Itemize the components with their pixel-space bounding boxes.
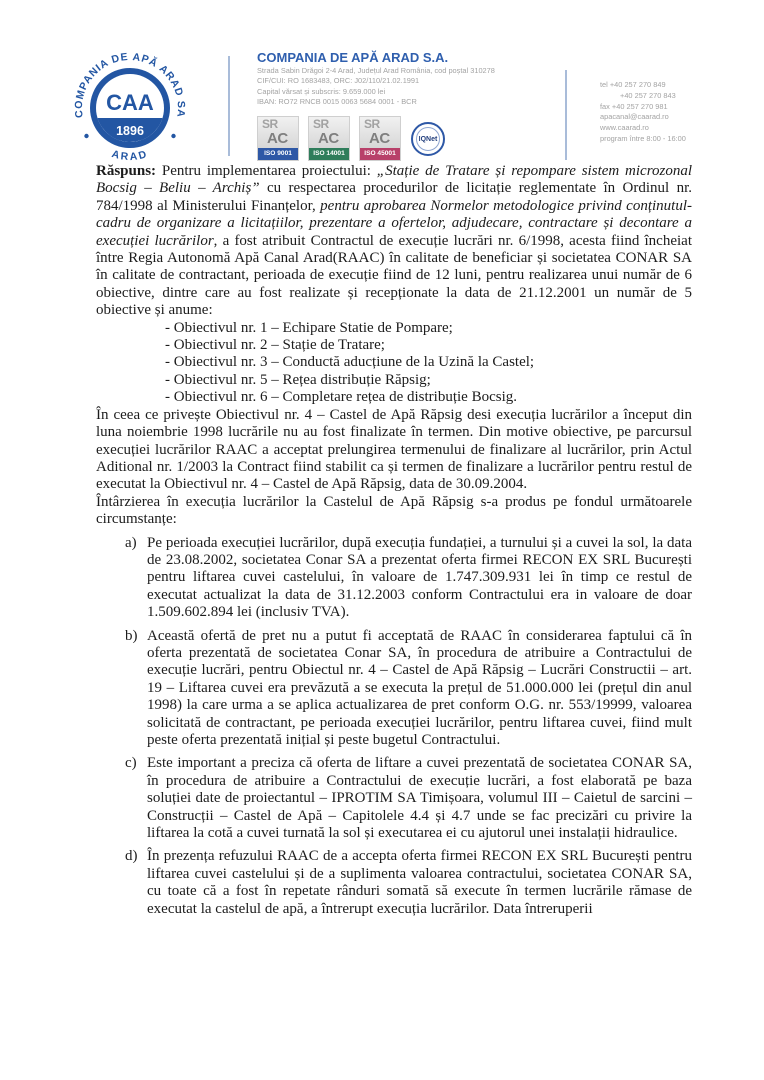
- objective-4-paragraph: În ceea ce privește Obiectivul nr. 4 – Castel de Apă Răpsig desi execuția lucrărilor a început din luna noiembrie 1998 lucrările nu au fost finalizate în termen. Din motive obiective, pe parcursul execuției lucrărilor RAAC a acceptat prelungirea termenului de finalizare al lucrărilor, prin Actul Aditional nr. 1/2003 la Contract fiind stabilit ca și termen de finalizare a lucrărilor pentru restul de executat la Obiectivul nr. 4 – Castel de Apă Răpsig, data de 30.09.2004.: [96, 406, 692, 493]
- circumstance-marker: d): [125, 848, 138, 865]
- phone-line-secondary: +40 257 270 843: [620, 90, 676, 100]
- address-line: Strada Sabin Drăgoi 2-4 Arad, Județul Arad România, cod poștal 310278: [257, 66, 495, 75]
- certification-badge-iso-14001: [308, 116, 350, 161]
- badge-ac-text: AC: [369, 130, 390, 147]
- circumstance-item: [96, 755, 692, 842]
- document-body: [96, 163, 692, 918]
- registration-line: CIF/CUI: RO 1683483, ORC: J02/110/21.02.1991: [257, 76, 420, 86]
- objective-item: - Obiectivul nr. 1 – Echipare Statie de Pompare;: [165, 319, 453, 336]
- badge-sr-text: SR: [313, 117, 329, 131]
- badge-sr-text: SR: [364, 117, 380, 131]
- fax-line: fax +40 257 270 981: [600, 101, 668, 111]
- logo-star-right: [171, 134, 175, 138]
- logo-center-text: CAA: [106, 90, 154, 115]
- circumstance-item: [96, 848, 692, 918]
- circumstance-item: [96, 535, 692, 622]
- circumstance-marker: c): [125, 755, 137, 772]
- circumstance-item: [96, 628, 692, 750]
- badge-iso-label: ISO 14001: [309, 148, 349, 160]
- circumstance-marker: a): [125, 534, 137, 551]
- circumstance-text: În prezența refuzului RAAC de a accepta oferta firmei RECON EX SRL București pentru liftarea cuvei castelului și de a suplimenta valoarea contractului, societatea CONAR SA, cu toate că a fost în repetate rânduri somată să execute în termen lucrările rămase de executat la castelul de apă, a întrerupt execuția lucrărilor. Data întreruperii: [147, 848, 692, 917]
- badge-iso-label: ISO 45001: [360, 148, 400, 160]
- objective-item: - Obiectivul nr. 6 – Completare rețea de distribuție Bocsig.: [165, 389, 517, 406]
- iqnet-label: IQNet: [418, 135, 438, 143]
- company-name: COMPANIA DE APĂ ARAD S.A.: [257, 50, 449, 65]
- iqnet-badge: [411, 122, 445, 156]
- certification-badge-iso-9001: [257, 116, 299, 161]
- circumstance-text: Pe perioada execuției lucrărilor, după execuția fundației, a turnului și a cuvei la sol, la data de 23.08.2002, societatea Conar SA a prezentat oferta firmei RECON EX SRL București pentru liftarea cuvei castelului, în valoare de 1.747.309.931 lei în timp ce restul de executat actualizat la data de 31.12.2003 conform Contractului era in valoare de doar 1.509.602.894 lei (inclusiv TVA).: [147, 534, 692, 621]
- objective-item: - Obiectivul nr. 5 – Rețea distribuție Răpsig;: [165, 371, 431, 388]
- email-line: apacanal@caarad.ro: [600, 112, 669, 122]
- certification-badges: [257, 116, 401, 161]
- logo-star-left: [84, 134, 88, 138]
- badge-iso-label: ISO 9001: [258, 148, 298, 160]
- intro-text: , a fost atribuit Contractul de execuție lucrări nr. 6/1998, acesta fiind încheiat între Regia Autonomă Apă Canal Arad(RAAC) în calitate de beneficiar și societatea CONAR SA în calitate de contractant, perioada de execuție fiind de 12 luni, pentru realizarea unui număr de 6 obiective, dintre care au fost realizate și recepționate la data de 21.12.2001 un număr de 5 obiective și anume:: [96, 232, 692, 319]
- logo-bottom-text: ARAD: [110, 147, 150, 164]
- website-line: www.caarad.ro: [600, 123, 649, 133]
- delay-paragraph: Întârzierea în execuția lucrărilor la Castelul de Apă Răpsig s-a produs pe fondul următoarele circumstanțe:: [96, 493, 692, 528]
- badge-ac-text: AC: [318, 130, 339, 147]
- certification-badge-iso-45001: [359, 116, 401, 161]
- order-purpose: pentru aprobarea Normelor metodologice privind conținutul-cadru de organizare a licitațiilor, prezentare a ofertelor, adjudecare, contractare și decontare a execuției lucrărilor: [96, 197, 692, 249]
- intro-text: cu respectarea procedurilor de licitație reglementate în Ordinul nr. 784/1998 al Ministerului Finanțelor,: [96, 180, 692, 214]
- phone-line: tel +40 257 270 849: [600, 80, 666, 89]
- objective-item: - Obiectivul nr. 3 – Conductă aducțiune de la Uzină la Castel;: [165, 354, 535, 371]
- badge-sr-text: SR: [262, 117, 278, 131]
- header-divider-right: [565, 70, 567, 160]
- answer-label: Răspuns:: [96, 163, 157, 179]
- logo-year: 1896: [116, 124, 144, 138]
- project-title: „Stație de Tratare și repompare sistem microzonal Bocsig – Beliu – Archiș”: [96, 163, 692, 197]
- objective-item: - Obiectivul nr. 2 – Stație de Tratare;: [165, 337, 385, 354]
- circumstance-marker: b): [125, 627, 138, 644]
- office-hours-line: program între 8:00 - 16:00: [600, 133, 686, 143]
- contact-block: [600, 80, 686, 145]
- company-address-block: [257, 66, 495, 108]
- circumstance-text: Această ofertă de pret nu a putut fi acceptată de RAAC în considerarea faptului că în oferta prezentată de societatea Conar SA, în procedura de atribuire a Contractului de execuție lucrări, pentru Obiectul nr. 4 – Castel de Apă Răpsig – Lucrări Constructii – art. 19 – Liftarea cuvei era prevăzută a se executa la prețul de 51.000.000 lei (prețul din anul 1998) la care urma a se aplica actualizarea de pret conform O.G. nr. 553/19999, valoarea solicitată de contractant, pe perioada execuției lucrărilor, pentru liftarea cuvei, fiind mult peste oferta prezentată inițial și peste bugetul Contractului.: [147, 627, 692, 748]
- header-divider-left: [228, 56, 230, 156]
- objectives-list: [96, 320, 692, 407]
- iqnet-inner-ring: [416, 127, 440, 151]
- logo-ring-text: COMPANIA DE APĂ ARAD SA: [72, 50, 188, 119]
- iban-line: IBAN: RO72 RNCB 0015 0063 5684 0001 - BCR: [257, 97, 417, 107]
- capital-line: Capital vărsat și subscris: 9.659.000 lei: [257, 86, 386, 96]
- company-logo-seal: [62, 40, 198, 176]
- circumstance-text: Este important a preciza că oferta de liftare a cuvei prezentată de societatea CONAR SA, în procedura de atribuire a Contractului de execuție lucrări, a fost elaborată pe baza soluției date de proiectantul – IPROTIM SA Timișoara, volumul III – Caietul de sarcini – Construcții – Castel de Apă – Capitolele 4.4 și 4.7 unde se fac precizări cu privire la liftarea la cotă a cuvei turnată la sol și executarea ei cu ajutorul unei instalații hidraulice.: [147, 755, 692, 842]
- intro-text: Pentru implementarea proiectului:: [156, 163, 377, 179]
- answer-intro-paragraph: [96, 163, 692, 320]
- badge-ac-text: AC: [267, 130, 288, 147]
